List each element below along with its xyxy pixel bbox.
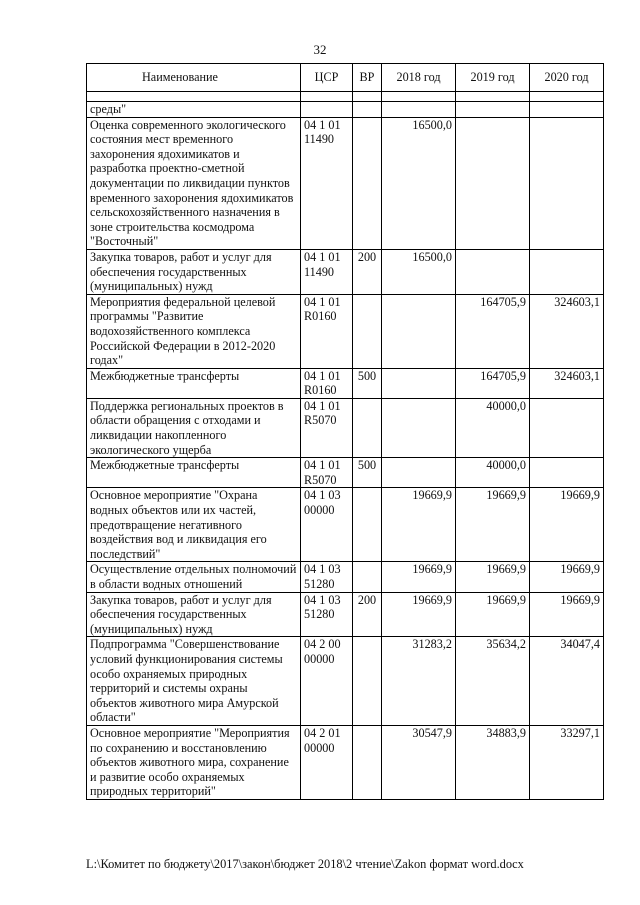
table-row xyxy=(87,368,604,398)
row-amount-2019 xyxy=(456,102,530,118)
row-amount-2020: 19669,9 xyxy=(530,592,604,637)
row-vr-code xyxy=(353,488,382,562)
table-row xyxy=(87,725,604,799)
file-path-footer: L:\Комитет по бюджету\2017\закон\бюджет 2018\2 чтение\Zakon формат word.docx xyxy=(86,857,524,871)
row-vr-code xyxy=(353,398,382,457)
row-amount-2018: 19669,9 xyxy=(382,562,456,592)
row-amount-2020 xyxy=(530,117,604,249)
row-amount-2020: 19669,9 xyxy=(530,562,604,592)
row-name: Поддержка региональных проектов в области обращения с отходами и ликвидации накопленного экологического ущерба xyxy=(87,398,301,457)
table-row xyxy=(87,102,604,118)
table-row xyxy=(87,637,604,726)
row-vr-code xyxy=(353,117,382,249)
row-csr-code: 04 1 01 R0160 xyxy=(301,294,353,368)
table-row xyxy=(87,398,604,457)
header-vr: ВР xyxy=(353,64,382,92)
row-amount-2019: 35634,2 xyxy=(456,637,530,726)
row-csr-code: 04 1 01 11490 xyxy=(301,249,353,294)
row-name: Оценка современного экологического состояния мест временного захоронения ядохимикатов и разработка проектно-сметной документации по ликвидации пунктов временного захоронения ядохимикатов сельскохозяйственного назначения в зоне строительства космодрома "Восточный" xyxy=(87,117,301,249)
row-vr-code xyxy=(353,725,382,799)
row-name: Основное мероприятие "Охрана водных объектов или их частей, предотвращение негативного воздействия вод и ликвидация его последствий" xyxy=(87,488,301,562)
table-row xyxy=(87,249,604,294)
row-amount-2020 xyxy=(530,458,604,488)
row-amount-2019: 164705,9 xyxy=(456,294,530,368)
row-csr-code: 04 1 01 11490 xyxy=(301,117,353,249)
row-amount-2020: 324603,1 xyxy=(530,368,604,398)
row-vr-code: 200 xyxy=(353,249,382,294)
table-row xyxy=(87,562,604,592)
row-amount-2018 xyxy=(382,102,456,118)
header-2018: 2018 год xyxy=(382,64,456,92)
row-amount-2019: 40000,0 xyxy=(456,398,530,457)
row-name: Мероприятия федеральной целевой программы "Развитие водохозяйственного комплекса Российской Федерации в 2012-2020 годах" xyxy=(87,294,301,368)
row-vr-code xyxy=(353,294,382,368)
row-amount-2018 xyxy=(382,398,456,457)
header-csr: ЦСР xyxy=(301,64,353,92)
table-row xyxy=(87,458,604,488)
row-amount-2018: 31283,2 xyxy=(382,637,456,726)
row-amount-2019: 19669,9 xyxy=(456,488,530,562)
row-vr-code xyxy=(353,102,382,118)
row-csr-code xyxy=(301,102,353,118)
budget-table xyxy=(86,63,604,800)
row-amount-2018 xyxy=(382,458,456,488)
row-vr-code: 500 xyxy=(353,368,382,398)
row-csr-code: 04 2 01 00000 xyxy=(301,725,353,799)
row-amount-2020 xyxy=(530,249,604,294)
row-name: Межбюджетные трансферты xyxy=(87,368,301,398)
row-amount-2019 xyxy=(456,117,530,249)
row-amount-2018: 16500,0 xyxy=(382,117,456,249)
row-csr-code: 04 1 03 51280 xyxy=(301,592,353,637)
row-amount-2019: 40000,0 xyxy=(456,458,530,488)
row-name: Основное мероприятие "Мероприятия по сохранению и восстановлению объектов животного мира, сохранение и развитие особо охраняемых природных территорий" xyxy=(87,725,301,799)
table-row xyxy=(87,117,604,249)
header-2020: 2020 год xyxy=(530,64,604,92)
row-vr-code xyxy=(353,562,382,592)
row-amount-2019: 164705,9 xyxy=(456,368,530,398)
row-amount-2020 xyxy=(530,398,604,457)
row-name: Подпрограмма "Совершенствование условий функционирования системы особо охраняемых природных территорий и системы охраны объектов животного мира Амурской области" xyxy=(87,637,301,726)
row-amount-2018 xyxy=(382,368,456,398)
row-csr-code: 04 1 01 R5070 xyxy=(301,398,353,457)
row-amount-2020: 19669,9 xyxy=(530,488,604,562)
row-amount-2020 xyxy=(530,102,604,118)
row-name: Закупка товаров, работ и услуг для обеспечения государственных (муниципальных) нужд xyxy=(87,249,301,294)
row-name: Закупка товаров, работ и услуг для обеспечения государственных (муниципальных) нужд xyxy=(87,592,301,637)
row-amount-2018: 30547,9 xyxy=(382,725,456,799)
table-header-row xyxy=(87,64,604,92)
row-amount-2018: 16500,0 xyxy=(382,249,456,294)
table-row xyxy=(87,488,604,562)
row-amount-2019 xyxy=(456,249,530,294)
header-name: Наименование xyxy=(87,64,301,92)
row-csr-code: 04 1 01 R0160 xyxy=(301,368,353,398)
row-amount-2020: 33297,1 xyxy=(530,725,604,799)
row-csr-code: 04 1 01 R5070 xyxy=(301,458,353,488)
row-csr-code: 04 1 03 51280 xyxy=(301,562,353,592)
row-vr-code xyxy=(353,637,382,726)
table-spacer-row xyxy=(87,92,604,102)
row-name: среды" xyxy=(87,102,301,118)
row-amount-2019: 19669,9 xyxy=(456,562,530,592)
row-amount-2019: 19669,9 xyxy=(456,592,530,637)
page-number: 32 xyxy=(313,42,327,57)
row-vr-code: 500 xyxy=(353,458,382,488)
table-row xyxy=(87,592,604,637)
row-amount-2018: 19669,9 xyxy=(382,488,456,562)
row-csr-code: 04 1 03 00000 xyxy=(301,488,353,562)
row-amount-2019: 34883,9 xyxy=(456,725,530,799)
row-amount-2020: 34047,4 xyxy=(530,637,604,726)
row-name: Межбюджетные трансферты xyxy=(87,458,301,488)
header-2019: 2019 год xyxy=(456,64,530,92)
row-vr-code: 200 xyxy=(353,592,382,637)
row-csr-code: 04 2 00 00000 xyxy=(301,637,353,726)
row-name: Осуществление отдельных полномочий в области водных отношений xyxy=(87,562,301,592)
row-amount-2020: 324603,1 xyxy=(530,294,604,368)
table-row xyxy=(87,294,604,368)
row-amount-2018: 19669,9 xyxy=(382,592,456,637)
row-amount-2018 xyxy=(382,294,456,368)
